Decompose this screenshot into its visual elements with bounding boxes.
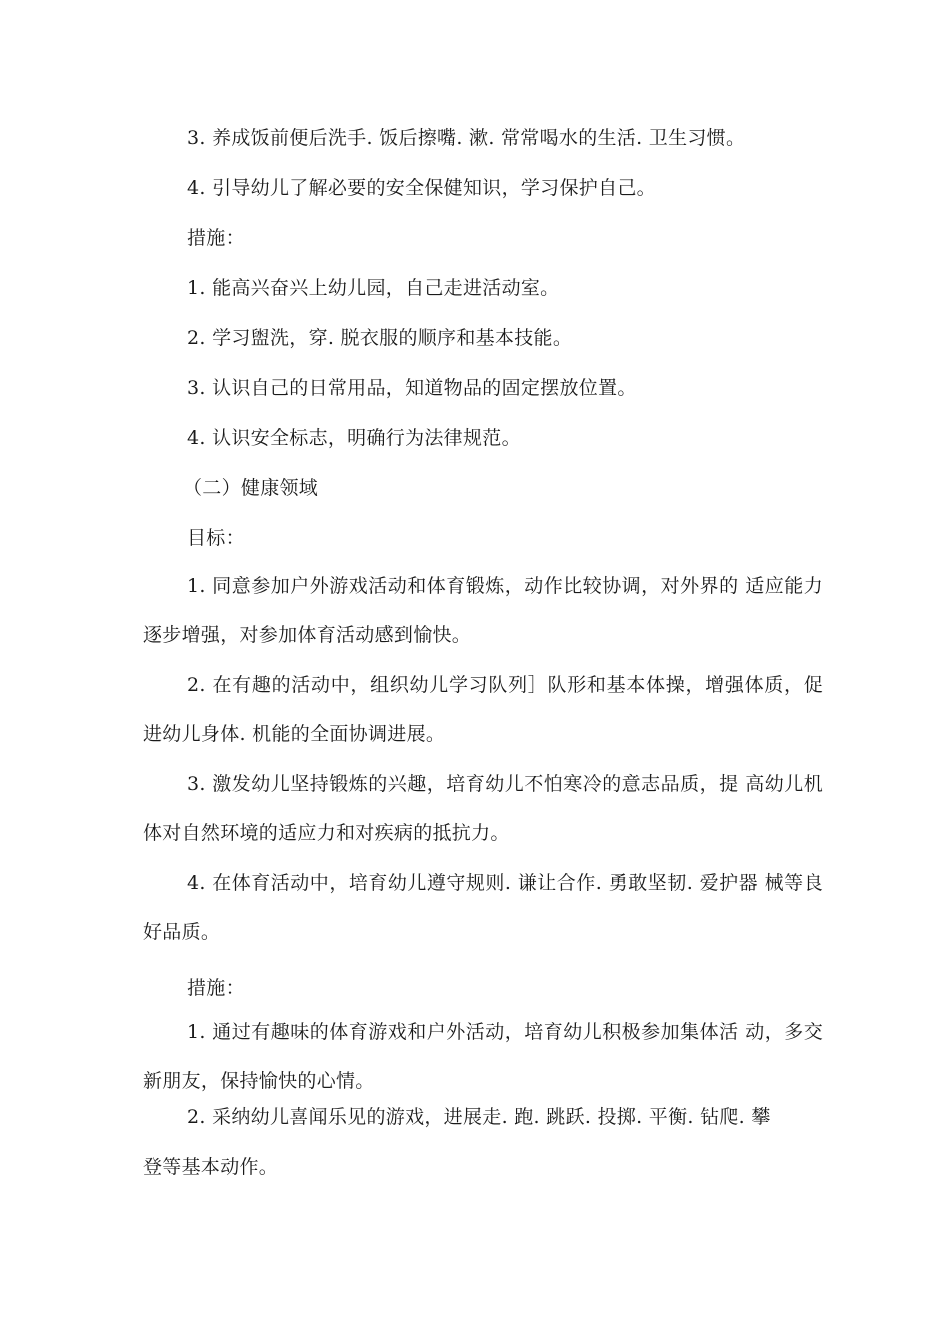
paragraph-hygiene-goal: 3. 养成饭前便后洗手. 饭后擦嘴. 漱. 常常喝水的生活. 卫生习惯。 <box>187 127 746 149</box>
health-measures-heading: 措施： <box>187 977 245 999</box>
measures-heading: 措施： <box>187 227 245 249</box>
health-goal-1: 1. 同意参加户外游戏活动和体育锻炼，动作比较协调，对外界的 适应能力逐步增强，对参加体育活动感到愉快。 <box>143 575 823 646</box>
measure-item-2: 2. 学习盥洗，穿. 脱衣服的顺序和基本技能。 <box>187 327 573 349</box>
measure-item-4: 4. 认识安全标志，明确行为法律规范。 <box>187 427 521 449</box>
section-heading-health: （二）健康领域 <box>183 477 319 499</box>
health-measure-2-line-1: 2. 采纳幼儿喜闻乐见的游戏，进展走. 跑. 跳跃. 投掷. 平衡. 钻爬. 攀 <box>187 1106 771 1128</box>
paragraph-safety-goal: 4. 引导幼儿了解必要的安全保健知识，学习保护自己。 <box>187 177 656 199</box>
goals-heading: 目标： <box>187 527 245 549</box>
health-measure-1: 1. 通过有趣味的体育游戏和户外活动，培育幼儿积极参加集体活 动，多交新朋友，保持愉快的心情。 <box>143 1021 823 1092</box>
measure-item-3: 3. 认识自己的日常用品，知道物品的固定摆放位置。 <box>187 377 637 399</box>
health-measure-2-line-2: 登等基本动作。 <box>143 1156 279 1178</box>
health-goal-3: 3. 激发幼儿坚持锻炼的兴趣，培育幼儿不怕寒冷的意志品质，提 高幼儿机体对自然环境的适应力和对疾病的抵抗力。 <box>143 773 823 844</box>
health-goal-4: 4. 在体育活动中，培育幼儿遵守规则. 谦让合作. 勇敢坚韧. 爱护器 械等良好品质。 <box>143 872 823 943</box>
health-goal-2: 2. 在有趣的活动中，组织幼儿学习队列］队形和基本体操，增强体质，促进幼儿身体. 机能的全面协调进展。 <box>143 674 823 745</box>
measure-item-1: 1. 能高兴奋兴上幼儿园，自己走进活动室。 <box>187 277 560 299</box>
